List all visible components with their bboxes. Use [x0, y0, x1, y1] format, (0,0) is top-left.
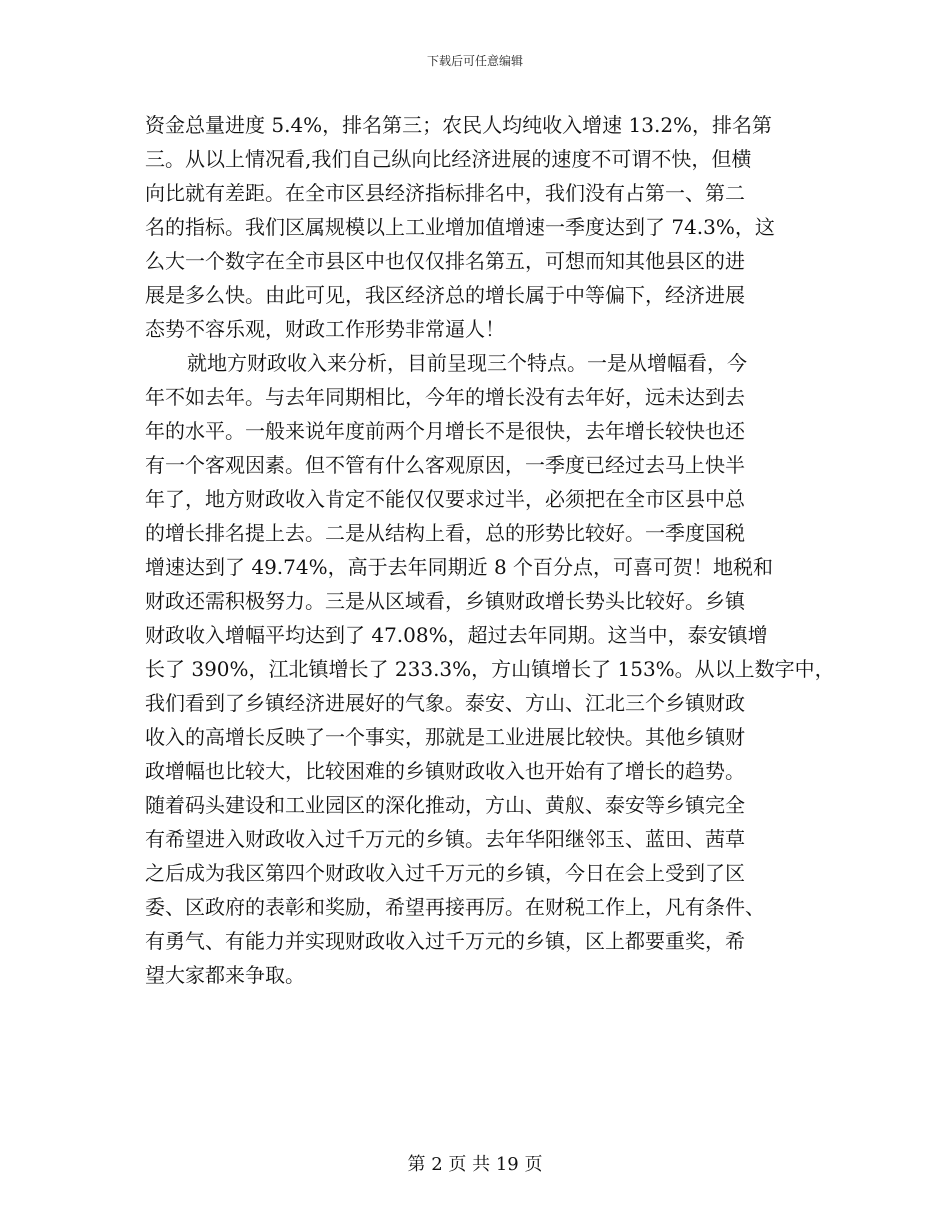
text-line: 的增长排名提上去。二是从结构上看，总的形势比较好。一季度国税 — [145, 521, 745, 545]
text-line: 么大一个数字在全市县区中也仅仅排名第五，可想而知其他县区的进 — [145, 249, 745, 273]
text-line: 增速达到了 49.74%，高于去年同期近 8 个百分点，可喜可贺！地税和 — [145, 555, 774, 579]
text-line: 有希望进入财政收入过千万元的乡镇。去年华阳继邻玉、蓝田、茜草 — [145, 827, 745, 851]
text-line: 我们看到了乡镇经济进展好的气象。泰安、方山、江北三个乡镇财政 — [145, 691, 745, 715]
text-line: 资金总量进度 5.4%，排名第三；农民人均纯收入增速 13.2%，排名第 — [145, 113, 773, 137]
text-line: 有勇气、有能力并实现财政收入过千万元的乡镇，区上都要重奖，希 — [145, 929, 745, 953]
text-line: 年的水平。一般来说年度前两个月增长不是很快，去年增长较快也还 — [145, 419, 745, 443]
text-line: 财政收入增幅平均达到了 47.08%，超过去年同期。这当中，泰安镇增 — [145, 623, 768, 647]
text-line: 有一个客观因素。但不管有什么客观原因，一季度已经过去马上快半 — [145, 453, 745, 477]
text-line: 展是多么快。由此可见，我区经济总的增长属于中等偏下，经济进展 — [145, 283, 745, 307]
text-line: 之后成为我区第四个财政收入过千万元的乡镇，今日在会上受到了区 — [145, 861, 745, 885]
text-line: 望大家都来争取。 — [145, 963, 305, 987]
text-line: 就地方财政收入来分析，目前呈现三个特点。一是从增幅看，今 — [187, 351, 747, 375]
text-line: 政增幅也比较大，比较困难的乡镇财政收入也开始有了增长的趋势。 — [145, 759, 745, 783]
text-line: 名的指标。我们区属规模以上工业增加值增速一季度达到了 74.3%，这 — [145, 215, 775, 239]
paragraph-1 — [145, 108, 805, 346]
text-line: 三。从以上情况看,我们自己纵向比经济进展的速度不可谓不快，但横 — [145, 147, 752, 171]
text-line: 财政还需积极努力。三是从区域看，乡镇财政增长势头比较好。乡镇 — [145, 589, 745, 613]
text-line: 向比就有差距。在全市区县经济指标排名中，我们没有占第一、第二 — [145, 181, 745, 205]
document-body — [145, 108, 835, 992]
text-line: 收入的高增长反映了一个事实，那就是工业进展比较快。其他乡镇财 — [145, 725, 745, 749]
text-line: 委、区政府的表彰和奖励，希望再接再厉。在财税工作上，凡有条件、 — [145, 895, 765, 919]
paragraph-2 — [145, 346, 835, 992]
text-line: 长了 390%，江北镇增长了 233.3%，方山镇增长了 153%。从以上数字中， — [145, 657, 835, 681]
text-line: 随着码头建设和工业园区的深化推动，方山、黄舣、泰安等乡镇完全 — [145, 793, 745, 817]
page-header: 下载后可任意编辑 — [426, 54, 523, 68]
text-line: 年了，地方财政收入肯定不能仅仅要求过半，必须把在全市区县中总 — [145, 487, 745, 511]
text-line: 年不如去年。与去年同期相比，今年的增长没有去年好，远未达到去 — [145, 385, 745, 409]
page-number-footer: 第 2 页 共 19 页 — [407, 1154, 543, 1175]
text-line: 态势不容乐观，财政工作形势非常逼人！ — [145, 317, 505, 341]
